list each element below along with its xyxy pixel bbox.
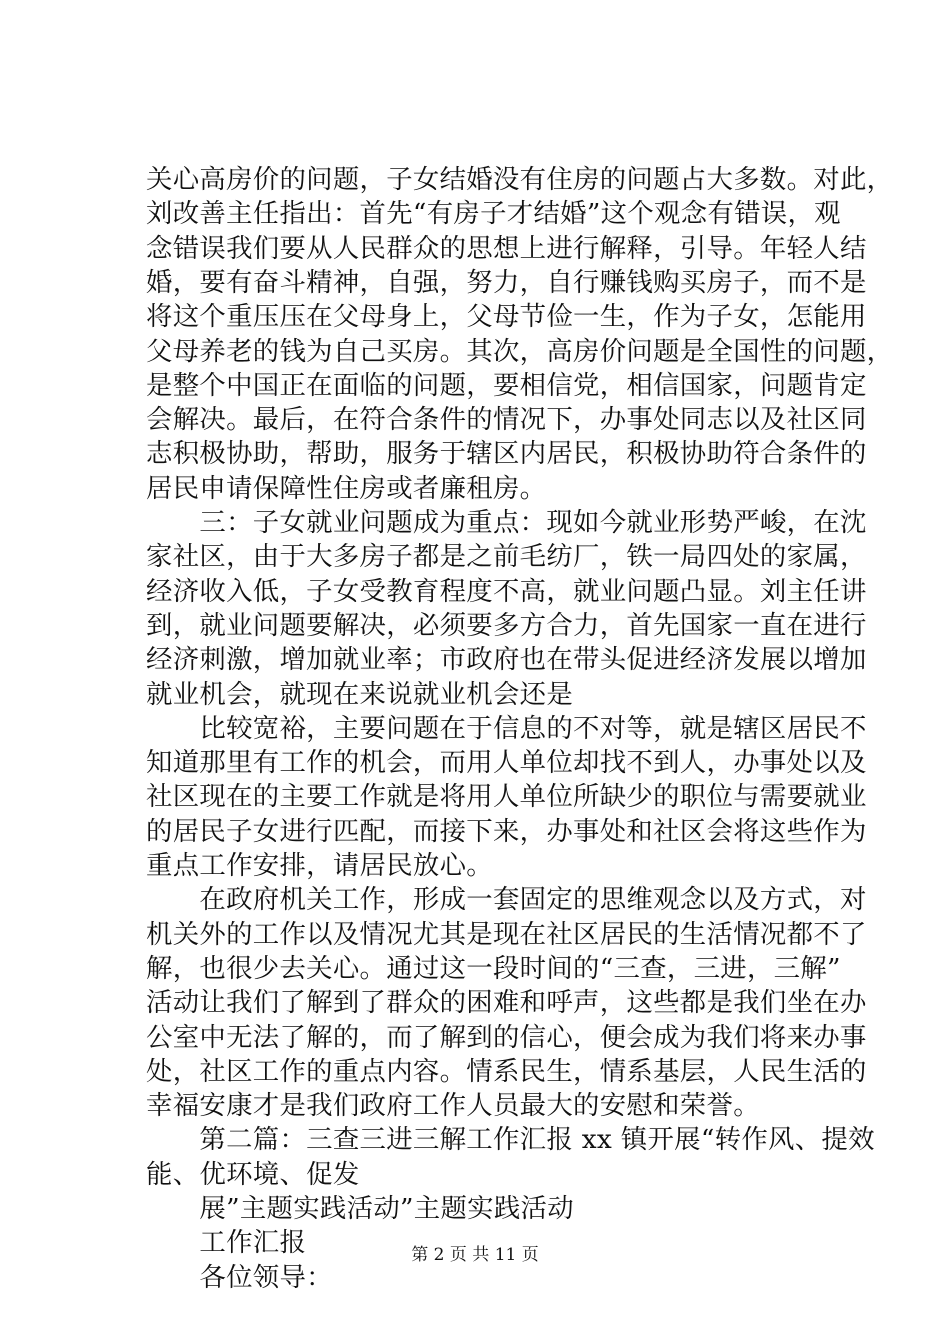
text-line: 知道那里有工作的机会，而用人单位却找不到人，办事处以及 (146, 747, 867, 779)
text-line: 经济刺激，增加就业率；市政府也在带头促进经济发展以增加 (146, 644, 867, 676)
text-line: 第二篇：三查三进三解工作汇报 xx 镇开展“转作风、提效 (146, 1124, 875, 1156)
text-line: 能、优环境、促发 (146, 1158, 360, 1190)
text-line: 解，也很少去关心。通过这一段时间的“三查，三进，三解” (146, 952, 841, 984)
text-line: 幸福安康才是我们政府工作人员最大的安慰和荣誉。 (146, 1090, 760, 1122)
text-line: 居民申请保障性住房或者廉租房。 (146, 472, 547, 504)
text-line: 重点工作安排，请居民放心。 (146, 850, 493, 881)
text-line: 公室中无法了解的，而了解到的信心，便会成为我们将来办事 (146, 1021, 867, 1053)
text-line: 社区现在的主要工作就是将用人单位所缺少的职位与需要就业 (146, 781, 867, 813)
text-line: 比较宽裕，主要问题在于信息的不对等，就是辖区居民不 (146, 712, 867, 744)
text-line: 父母养老的钱为自己买房。其次，高房价问题是全国性的问题， (146, 335, 894, 367)
text-line: 活动让我们了解到了群众的困难和呼声，这些都是我们坐在办 (146, 987, 867, 1019)
text-line: 关心高房价的问题，子女结婚没有住房的问题占大多数。对此， (146, 164, 894, 195)
text-line: 机关外的工作以及情况尤其是现在社区居民的生活情况都不了 (146, 918, 867, 950)
text-line: 会解决。最后，在符合条件的情况下，办事处同志以及社区同 (146, 404, 867, 436)
text-line: 志积极协助，帮助，服务于辖区内居民，积极协助符合条件的 (146, 438, 867, 470)
text-line: 经济收入低，子女受教育程度不高，就业问题凸显。刘主任讲 (146, 575, 867, 607)
text-line: 处，社区工作的重点内容。情系民生，情系基层，人民生活的 (146, 1055, 867, 1087)
text-line: 各位领导： (146, 1261, 333, 1293)
text-line: 念错误我们要从人民群众的思想上进行解释，引导。年轻人结 (146, 232, 867, 264)
text-line: 就业机会，就现在来说就业机会还是 (146, 678, 574, 710)
text-line: 婚，要有奋斗精神，自强，努力，自行赚钱购买房子，而不是 (146, 266, 867, 298)
text-line: 三：子女就业问题成为重点：现如今就业形势严峻，在沈 (146, 507, 867, 538)
page-footer: 第 2 页 共 11 页 (411, 1245, 539, 1265)
text-line: 的居民子女进行匹配，而接下来，办事处和社区会将这些作为 (146, 815, 867, 847)
text-line: 工作汇报 (146, 1227, 307, 1259)
text-line: 将这个重压压在父母身上，父母节俭一生，作为子女，怎能用 (146, 301, 867, 333)
text-line: 展”主题实践活动”主题实践活动 (146, 1193, 574, 1224)
text-line: 到，就业问题要解决，必须要多方合力，首先国家一直在进行 (146, 609, 867, 641)
text-line: 在政府机关工作，形成一套固定的思维观念以及方式，对 (146, 884, 867, 916)
text-line: 刘改善主任指出：首先“有房子才结婚”这个观念有错误，观 (146, 198, 841, 230)
text-line: 家社区，由于大多房子都是之前毛纺厂，铁一局四处的家属， (146, 541, 867, 573)
text-line: 是整个中国正在面临的问题，要相信党，相信国家，问题肯定 (146, 369, 867, 401)
